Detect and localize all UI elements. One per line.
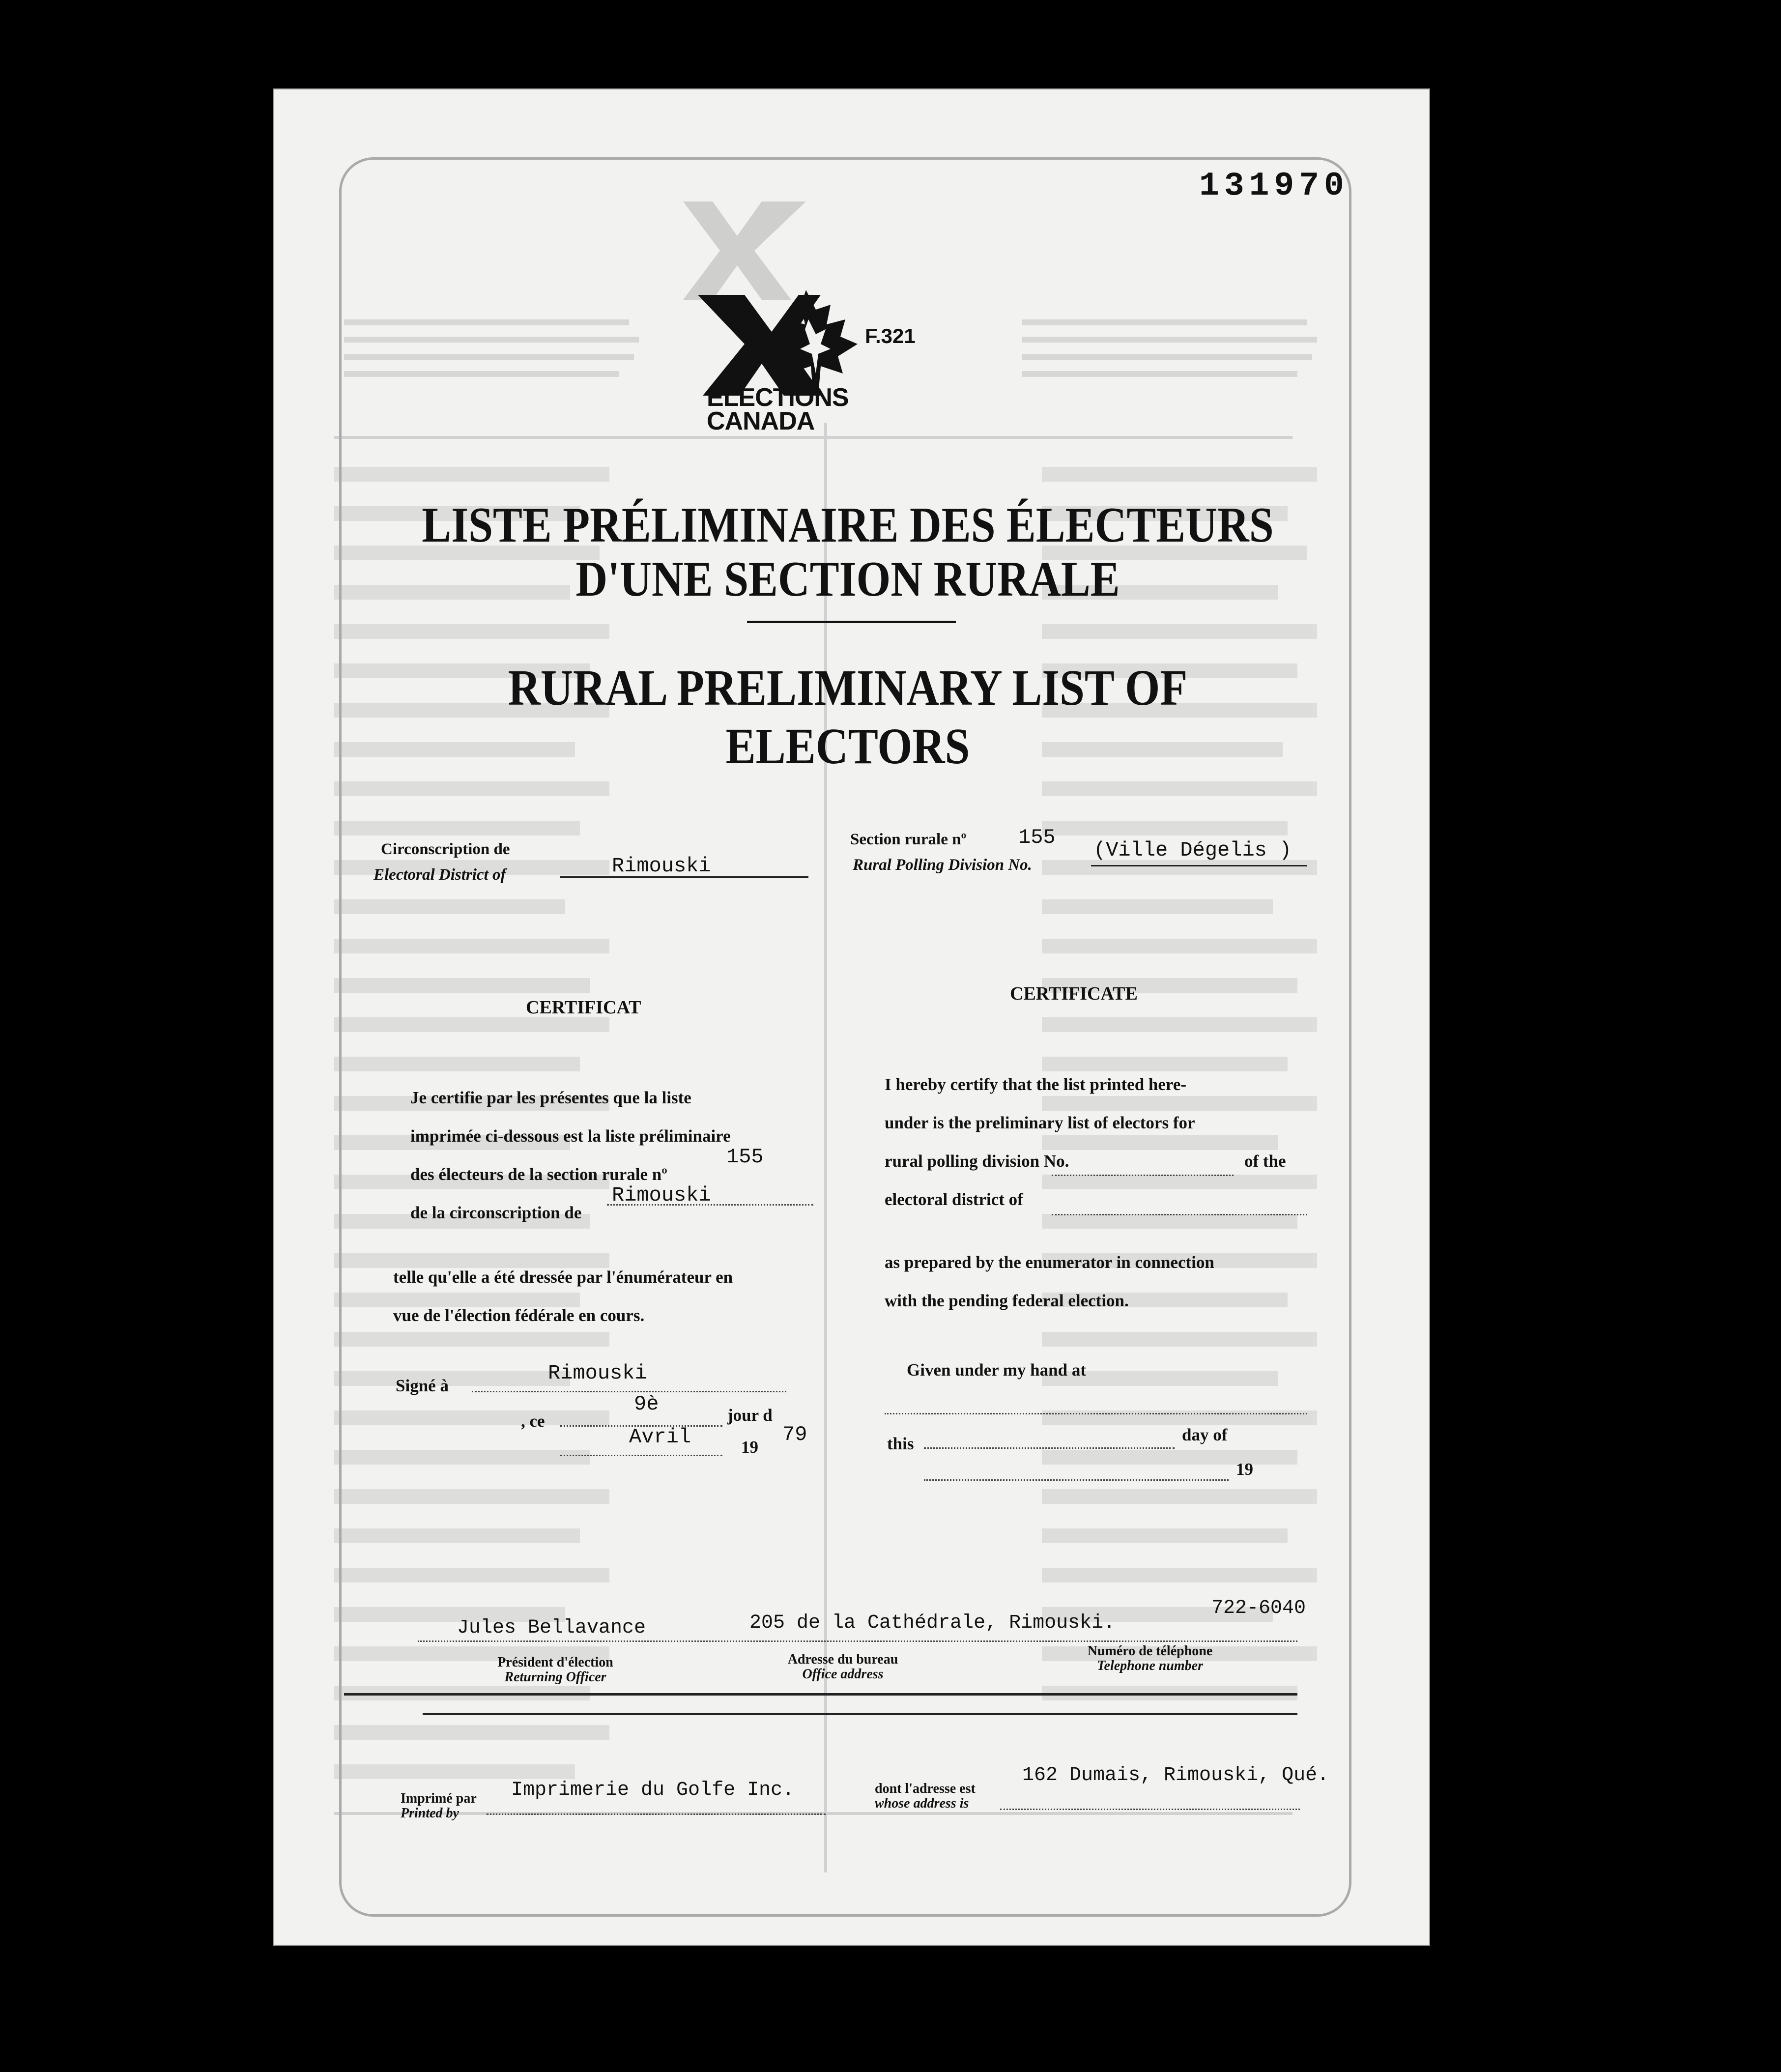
logo-wordmark bbox=[707, 383, 849, 435]
printer-address-caption-en: whose address is bbox=[875, 1796, 969, 1811]
signed-label: Signé à bbox=[396, 1376, 449, 1395]
year-prefix-fr: 19 bbox=[741, 1438, 758, 1457]
title-french-line-1: LISTE PRÉLIMINAIRE DES ÉLECTEURS bbox=[422, 497, 1274, 553]
given-label: Given under my hand at bbox=[907, 1360, 1086, 1380]
phone-caption-en: Telephone number bbox=[1097, 1658, 1203, 1673]
certificat-line-2: imprimée ci-dessous est la liste préliminaire bbox=[410, 1126, 731, 1146]
district-label-fr: Circonscription de bbox=[381, 840, 510, 858]
officer-caption-en: Returning Officer bbox=[504, 1669, 606, 1685]
certificat-district-line bbox=[607, 1204, 813, 1206]
officer-section-rule bbox=[344, 1693, 1297, 1696]
polling-division-label-fr: Section rurale nº bbox=[850, 831, 967, 848]
certificat-text-2 bbox=[393, 1258, 733, 1335]
officer-caption bbox=[467, 1655, 644, 1685]
signed-month-line bbox=[560, 1455, 722, 1456]
certificat-text bbox=[410, 1079, 731, 1232]
logo-line-1: ELECTIONS bbox=[707, 383, 849, 412]
this-day-line bbox=[924, 1447, 1175, 1449]
certificat-line-5: telle qu'elle a été dressée par l'énumérateur en bbox=[393, 1267, 733, 1287]
printer-address: 162 Dumais, Rimouski, Qué. bbox=[1022, 1764, 1329, 1786]
certificat-line-6: vue de l'élection fédérale en cours. bbox=[393, 1306, 645, 1325]
day-of-label: day of bbox=[1182, 1425, 1228, 1444]
printer-section-rule bbox=[423, 1713, 1297, 1715]
certificate-line-6: with the pending federal election. bbox=[885, 1291, 1129, 1310]
district-underline bbox=[560, 876, 808, 878]
certificat-line-3-text: des électeurs de la section rurale nº bbox=[410, 1165, 667, 1184]
maple-leaf-x-icon bbox=[698, 290, 860, 398]
certificat-line-4-text: de la circonscription de bbox=[410, 1203, 582, 1222]
signed-day: 9è bbox=[634, 1392, 659, 1416]
certificate-line-3-text: rural polling division No. bbox=[885, 1151, 1069, 1171]
form-number: F.321 bbox=[865, 324, 916, 347]
year-prefix-en: 19 bbox=[1236, 1460, 1253, 1479]
printer-name-line bbox=[487, 1813, 826, 1815]
address-caption-en: Office address bbox=[802, 1667, 884, 1682]
certificat-division-value: 155 bbox=[726, 1145, 764, 1169]
month-line-en bbox=[924, 1479, 1229, 1481]
serial-number: 131970 bbox=[1199, 167, 1349, 205]
printer-address-caption bbox=[875, 1782, 998, 1811]
certificate-division-line bbox=[1052, 1175, 1234, 1176]
certificate-line-5: as prepared by the enumerator in connection bbox=[885, 1253, 1214, 1272]
office-address: 205 de la Cathédrale, Rimouski. bbox=[749, 1612, 1116, 1634]
phone-caption-fr: Numéro de téléphone bbox=[1087, 1643, 1213, 1659]
certificate-of-the: of the bbox=[1244, 1151, 1286, 1171]
logo-line-2: CANADA bbox=[707, 407, 815, 435]
signed-month: Avril bbox=[629, 1425, 691, 1449]
printer-address-caption-fr: dont l'adresse est bbox=[875, 1781, 976, 1796]
certificate-text-2 bbox=[885, 1243, 1214, 1320]
officer-line bbox=[418, 1640, 1297, 1642]
office-telephone: 722-6040 bbox=[1211, 1597, 1306, 1619]
title-french-line-2: D'UNE SECTION RURALE bbox=[575, 551, 1120, 607]
polling-division-name: (Ville Dégelis ) bbox=[1093, 838, 1292, 862]
polling-division-number: 155 bbox=[1018, 826, 1056, 849]
signed-place-line bbox=[472, 1391, 786, 1392]
this-label: this bbox=[887, 1434, 914, 1453]
jour-label: jour d bbox=[727, 1406, 773, 1425]
certificate-line-2: under is the preliminary list of electors for bbox=[885, 1113, 1195, 1132]
certificate-text bbox=[885, 1065, 1195, 1219]
given-place-line bbox=[885, 1413, 1307, 1414]
officer-caption-fr: Président d'élection bbox=[497, 1655, 613, 1670]
ce-label: , ce bbox=[521, 1411, 545, 1431]
title-english: RURAL PRELIMINARY LIST OF ELECTORS bbox=[508, 660, 1188, 775]
polling-division-underline bbox=[1091, 865, 1307, 866]
printer-address-line bbox=[1000, 1809, 1300, 1810]
certificat-heading: CERTIFICAT bbox=[526, 997, 641, 1018]
certificate-district-line bbox=[1052, 1214, 1307, 1215]
printer-caption bbox=[401, 1791, 494, 1821]
printer-caption-en: Printed by bbox=[401, 1806, 459, 1821]
printer-name: Imprimerie du Golfe Inc. bbox=[511, 1779, 795, 1801]
address-caption bbox=[764, 1652, 921, 1682]
certificat-line-1: Je certifie par les présentes que la liste bbox=[410, 1088, 691, 1107]
certificate-line-4: electoral district of bbox=[885, 1190, 1023, 1209]
signed-place: Rimouski bbox=[548, 1361, 647, 1385]
signed-year: 79 bbox=[782, 1423, 807, 1446]
district-value: Rimouski bbox=[612, 854, 711, 878]
district-label-en: Electoral District of bbox=[373, 866, 506, 884]
address-caption-fr: Adresse du bureau bbox=[787, 1652, 898, 1667]
certificate-line-1: I hereby certify that the list printed here- bbox=[885, 1075, 1187, 1094]
title-divider bbox=[747, 621, 956, 623]
certificat-district-value: Rimouski bbox=[612, 1183, 711, 1207]
polling-division-label-en: Rural Polling Division No. bbox=[853, 856, 1032, 874]
phone-caption bbox=[1062, 1644, 1238, 1673]
printer-caption-fr: Imprimé par bbox=[401, 1791, 477, 1806]
returning-officer-name: Jules Bellavance bbox=[457, 1617, 646, 1639]
certificate-heading: CERTIFICATE bbox=[1010, 983, 1138, 1004]
